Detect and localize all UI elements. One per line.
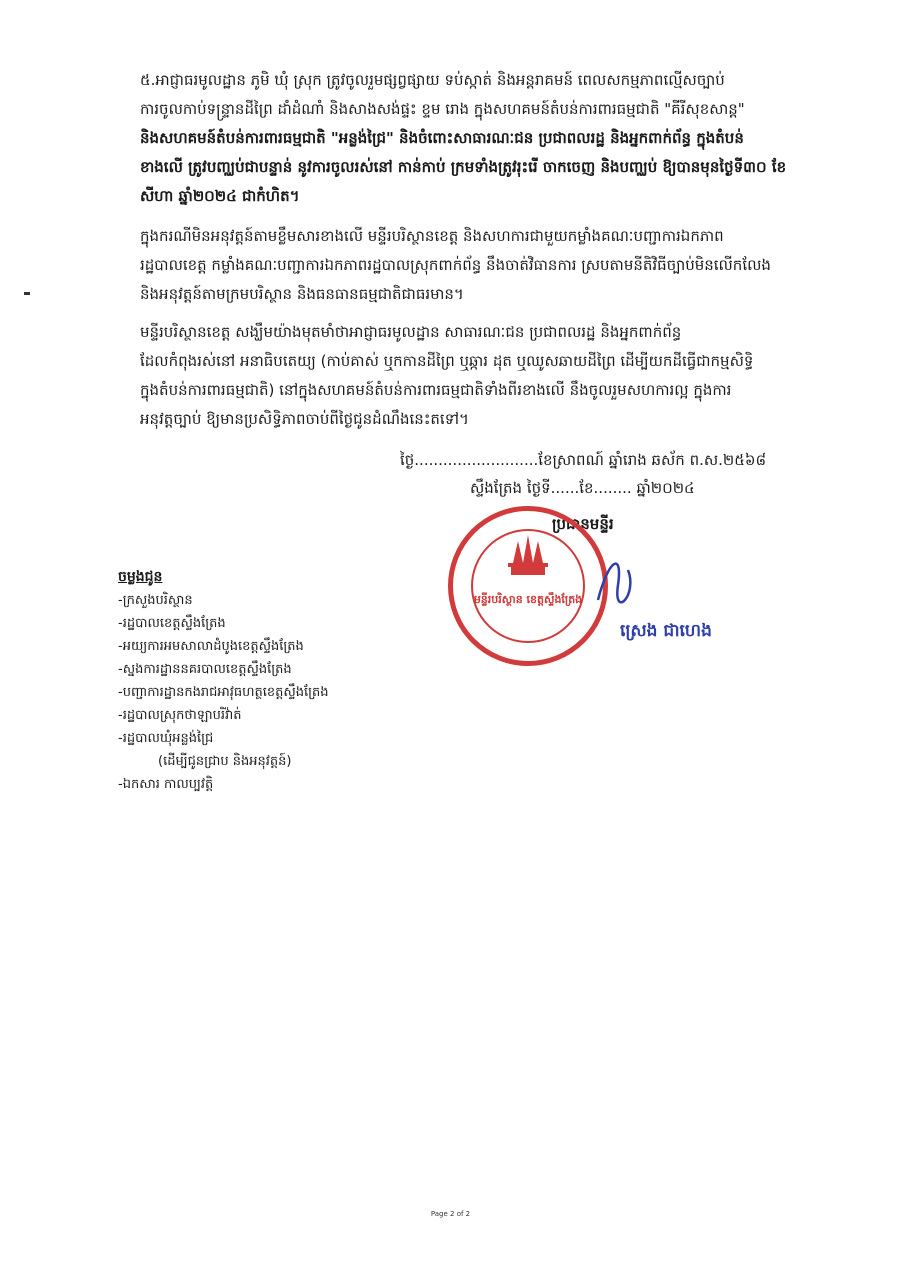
cc-item: -បញ្ជាការដ្ឋានកងរាជអាវុធហត្ថខេត្តស្ទឹងត្រែង [118, 685, 329, 700]
paragraph-7-line: មន្ទីរបរិស្ថានខេត្ត សង្ឃឹមយ៉ាងមុតមាំថាអាជ្ញាធរមូលដ្ឋាន សាធារណៈជន ប្រជាពលរដ្ឋ និងអ្នកពាក់ព័ន្ធ [140, 323, 682, 341]
cc-item: -ឯកសារ កាលប្បវត្តិ [118, 777, 214, 792]
solar-date: ស្ទឹងត្រែង ថ្ងៃទី......ខែ........ ឆ្នាំ២០២៤ [470, 479, 695, 497]
cc-item: -ស្នងការដ្ឋាននគរបាលខេត្តស្ទឹងត្រែង [118, 662, 292, 677]
paragraph-7 [140, 318, 800, 434]
paragraph-7-line: ដែលកំពុងរស់នៅ អនាធិបតេយ្យ (កាប់គាស់ ឬកកានដីព្រៃ ឬឆ្ការ ដុត ឬឈូសឆាយដីព្រៃ ដើម្បីយកដីធ្វើជាកម្មសិទ្ធិ [140, 352, 754, 370]
seal-emblem [453, 511, 603, 661]
cc-item: -រដ្ឋបាលខេត្តស្ទឹងត្រែង [118, 616, 226, 631]
cc-list [118, 566, 328, 796]
margin-mark [24, 292, 30, 295]
signature-icon [588, 540, 648, 620]
cc-item: -ក្រសួងបរិស្ថាន [118, 593, 193, 608]
paragraph-7-line: អនុវត្តច្បាប់ ឱ្យមានប្រសិទ្ធិភាពចាប់ពីថ្ងៃជូនដំណឹងនេះតទៅ។ [140, 410, 469, 428]
paragraph-5-line: ៥.អាជ្ញាធរមូលដ្ឋាន ភូមិ ឃុំ ស្រុក ត្រូវចូលរួមផ្សព្វផ្សាយ ទប់ស្កាត់ និងអន្តរាគមន៍ ពេលសកម្មភាពល្មើសច្បាប់ [140, 71, 725, 89]
paragraph-5-line: ការចូលកាប់ទន្ទ្រានដីព្រៃ ដាំដំណាំ និងសាងសង់ផ្ទះ ខ្ទម រោង ក្នុងសហគមន៍តំបន់ការពារធម្មជាតិ "គីរីសុខសាន្ត" [140, 100, 745, 118]
paragraph-5-line: សីហា ឆ្នាំ២០២៤ ជាកំហិត។ [140, 187, 300, 205]
signer-title: ប្រធានមន្ទីរ [552, 515, 614, 533]
paragraph-5 [140, 66, 800, 211]
paragraph-6-line: ក្នុងករណីមិនអនុវត្តន៍តាមខ្លឹមសារខាងលើ មន្ទីរបរិស្ថានខេត្ត និងសហការជាមួយកម្លាំងគណៈបញ្ជាការឯកភាព [140, 227, 724, 245]
cc-note: (ដើម្បីជូនជ្រាប និងអនុវត្តន៍) [158, 754, 292, 769]
cc-item: -អយ្យការអមសាលាដំបូងខេត្តស្ទឹងត្រែង [118, 639, 304, 654]
paragraph-5-line: ខាងលើ ត្រូវបញ្ឈប់ជាបន្ទាន់ នូវការចូលរស់នៅ កាន់កាប់ ក្រមទាំងត្រូវរុះរើ ចាកចេញ និងបញ្ឈប់ ឱ្យបានមុនថ្ងៃទី៣០ ខែ [140, 158, 787, 176]
page-footer: Page 2 of 2 [430, 1210, 471, 1218]
signer-name: ស្រេង ជាហេង [620, 621, 712, 641]
paragraph-6-line: រដ្ឋបាលខេត្ត កម្លាំងគណៈបញ្ជាការឯកភាពរដ្ឋបាលស្រុកពាក់ព័ន្ធ នឹងចាត់វិធានការ ស្របតាមនីតិវិធីច្បាប់មិនលើកលែង [140, 256, 771, 274]
cc-item: -រដ្ឋបាលឃុំអន្លង់ជ្រៃ [118, 731, 214, 746]
cc-item: -រដ្ឋបាលស្រុកថាឡាបរិវ៉ាត់ [118, 708, 242, 723]
cc-title: ចម្លងជូន [118, 569, 163, 585]
seal-text: មន្ទីរបរិស្ថាន ខេត្តស្ទឹងត្រែង [473, 593, 583, 606]
paragraph-5-line: និងសហគមន៍តំបន់ការពារធម្មជាតិ "អន្លង់ជ្រៃ" និងចំពោះសាធារណៈជន ប្រជាពលរដ្ឋ និងអ្នកពាក់ព័ន្ធ ក្នុងតំបន់ [140, 129, 744, 147]
lunar-date: ថ្ងៃ..........................ខែស្រាពណ៍ ឆ្នាំរោង ឆស័ក ព.ស.២៥៦៨ [400, 451, 767, 469]
paragraph-7-line: ក្នុងតំបន់ការពារធម្មជាតិ) នៅក្នុងសហគមន៍តំបន់ការពារធម្មជាតិទាំងពីរខាងលើ នឹងចូលរួមសហការល្អ ក្នុងការ [140, 381, 732, 399]
paragraph-6 [140, 222, 800, 309]
paragraph-6-line: និងអនុវត្តន៍តាមក្រមបរិស្ថាន និងធនធានធម្មជាតិជាធរមាន។ [140, 285, 464, 303]
official-seal [448, 506, 608, 666]
